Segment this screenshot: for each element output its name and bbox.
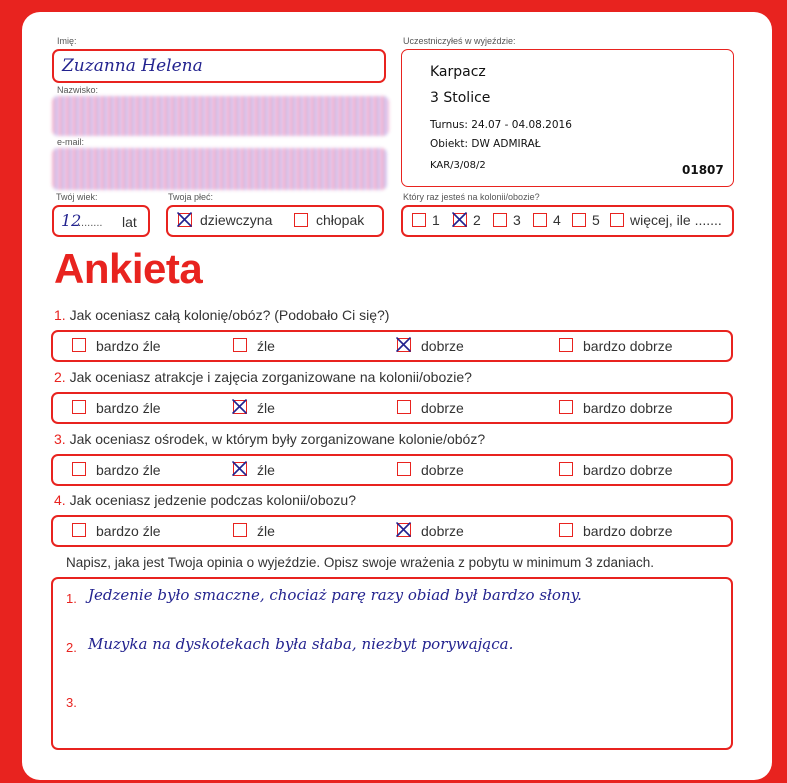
- x-mark-icon: [395, 521, 412, 538]
- x-mark-icon: [176, 211, 193, 228]
- last-name-label: Nazwisko:: [57, 85, 99, 95]
- question-text: Jak oceniasz ośrodek, w którym były zorganizowane kolonie/obóz?: [69, 431, 486, 447]
- opinion-line-number: 1.: [66, 591, 77, 606]
- question-3: [54, 431, 485, 447]
- rating-checkbox-q4-0[interactable]: [72, 523, 86, 537]
- rating-checkbox-q3-2[interactable]: [397, 462, 411, 476]
- x-mark-icon: [395, 336, 412, 353]
- rating-option-label: bardzo dobrze: [583, 338, 673, 354]
- opinion-line-number: 2.: [66, 640, 77, 655]
- times-checkbox-3[interactable]: [533, 213, 547, 227]
- opinion-line-text: Jedzenie było smaczne, chociaż parę razy obiad był bardzo słony.: [88, 586, 582, 604]
- times-checkbox-1[interactable]: [453, 213, 467, 227]
- gender-checkbox-0[interactable]: [178, 213, 192, 227]
- gender-checkbox-1[interactable]: [294, 213, 308, 227]
- question-number: 4.: [54, 492, 66, 508]
- times-checkbox-0[interactable]: [412, 213, 426, 227]
- times-option-label: 1: [432, 212, 440, 228]
- x-mark-icon: [231, 460, 248, 477]
- question-text: Jak oceniasz atrakcje i zajęcia zorganizowane na kolonii/obozie?: [69, 369, 472, 385]
- times-checkbox-4[interactable]: [572, 213, 586, 227]
- gender-label: Twoja płeć:: [168, 192, 214, 202]
- rating-checkbox-q1-3[interactable]: [559, 338, 573, 352]
- rating-checkbox-q1-2[interactable]: [397, 338, 411, 352]
- survey-title: Ankieta: [54, 245, 203, 292]
- rating-option-label: dobrze: [421, 338, 464, 354]
- gender-option-label: chłopak: [316, 212, 365, 228]
- question-number: 3.: [54, 431, 66, 447]
- trip-turnus: Turnus: 24.07 - 04.08.2016: [430, 119, 572, 131]
- rating-checkbox-q2-3[interactable]: [559, 400, 573, 414]
- first-name-label: Imię:: [57, 36, 77, 46]
- times-option-label: więcej, ile .......: [630, 212, 722, 228]
- rating-checkbox-q3-3[interactable]: [559, 462, 573, 476]
- rating-option-label: bardzo źle: [96, 338, 161, 354]
- trip-label: Uczestniczyłeś w wyjeździe:: [403, 36, 516, 46]
- rating-checkbox-q4-1[interactable]: [233, 523, 247, 537]
- question-text: Jak oceniasz całą kolonię/obóz? (Podobało Ci się?): [69, 307, 390, 323]
- rating-checkbox-q3-1[interactable]: [233, 462, 247, 476]
- question-text: Jak oceniasz jedzenie podczas kolonii/obozu?: [69, 492, 356, 508]
- trip-number: 01807: [682, 163, 724, 177]
- rating-option-label: źle: [257, 400, 275, 416]
- age-unit: lat: [122, 214, 137, 230]
- rating-checkbox-q3-0[interactable]: [72, 462, 86, 476]
- rating-option-label: źle: [257, 338, 275, 354]
- first-name-value: Zuzanna Helena: [62, 56, 203, 76]
- times-option-label: 5: [592, 212, 600, 228]
- x-mark-icon: [451, 211, 468, 228]
- rating-checkbox-q1-1[interactable]: [233, 338, 247, 352]
- opinion-prompt: Napisz, jaka jest Twoja opinia o wyjeździe. Opisz swoje wrażenia z pobytu w minimum 3 zdaniach.: [66, 555, 655, 570]
- rating-option-label: źle: [257, 523, 275, 539]
- rating-option-label: źle: [257, 462, 275, 478]
- times-label: Który raz jesteś na kolonii/obozie?: [403, 192, 540, 202]
- first-name-field[interactable]: [52, 49, 386, 83]
- opinion-line-number: 3.: [66, 695, 77, 710]
- opinion-line-text: Muzyka na dyskotekach była słaba, niezbyt porywająca.: [88, 635, 514, 653]
- question-2: [54, 369, 472, 385]
- question-number: 1.: [54, 307, 66, 323]
- rating-option-label: dobrze: [421, 462, 464, 478]
- age-label: Twój wiek:: [56, 192, 98, 202]
- rating-option-label: bardzo dobrze: [583, 400, 673, 416]
- rating-checkbox-q2-0[interactable]: [72, 400, 86, 414]
- trip-obiekt: Obiekt: DW ADMIRAŁ: [430, 138, 541, 150]
- age-dots: ........: [78, 217, 103, 229]
- rating-option-label: bardzo źle: [96, 523, 161, 539]
- question-number: 2.: [54, 369, 66, 385]
- rating-option-label: bardzo źle: [96, 462, 161, 478]
- trip-name: 3 Stolice: [430, 90, 491, 106]
- redacted-last-name: [52, 96, 389, 136]
- rating-checkbox-q1-0[interactable]: [72, 338, 86, 352]
- times-checkbox-2[interactable]: [493, 213, 507, 227]
- x-mark-icon: [231, 398, 248, 415]
- rating-checkbox-q2-1[interactable]: [233, 400, 247, 414]
- rating-option-label: bardzo dobrze: [583, 462, 673, 478]
- question-4: [54, 492, 356, 508]
- rating-option-label: dobrze: [421, 400, 464, 416]
- rating-option-label: bardzo źle: [96, 400, 161, 416]
- question-1: [54, 307, 389, 323]
- times-checkbox-5[interactable]: [610, 213, 624, 227]
- rating-checkbox-q2-2[interactable]: [397, 400, 411, 414]
- age-value: 12: [61, 211, 82, 230]
- rating-option-label: dobrze: [421, 523, 464, 539]
- trip-destination: Karpacz: [430, 64, 486, 80]
- rating-checkbox-q4-2[interactable]: [397, 523, 411, 537]
- redacted-email: [52, 148, 387, 190]
- trip-info-box: [401, 49, 734, 187]
- rating-option-label: bardzo dobrze: [583, 523, 673, 539]
- age-field[interactable]: [52, 205, 150, 237]
- times-option-label: 4: [553, 212, 561, 228]
- times-option-label: 2: [473, 212, 481, 228]
- email-label: e-mail:: [57, 137, 85, 147]
- times-option-label: 3: [513, 212, 521, 228]
- trip-code: KAR/3/08/2: [430, 160, 486, 171]
- rating-checkbox-q4-3[interactable]: [559, 523, 573, 537]
- gender-option-label: dziewczyna: [200, 212, 273, 228]
